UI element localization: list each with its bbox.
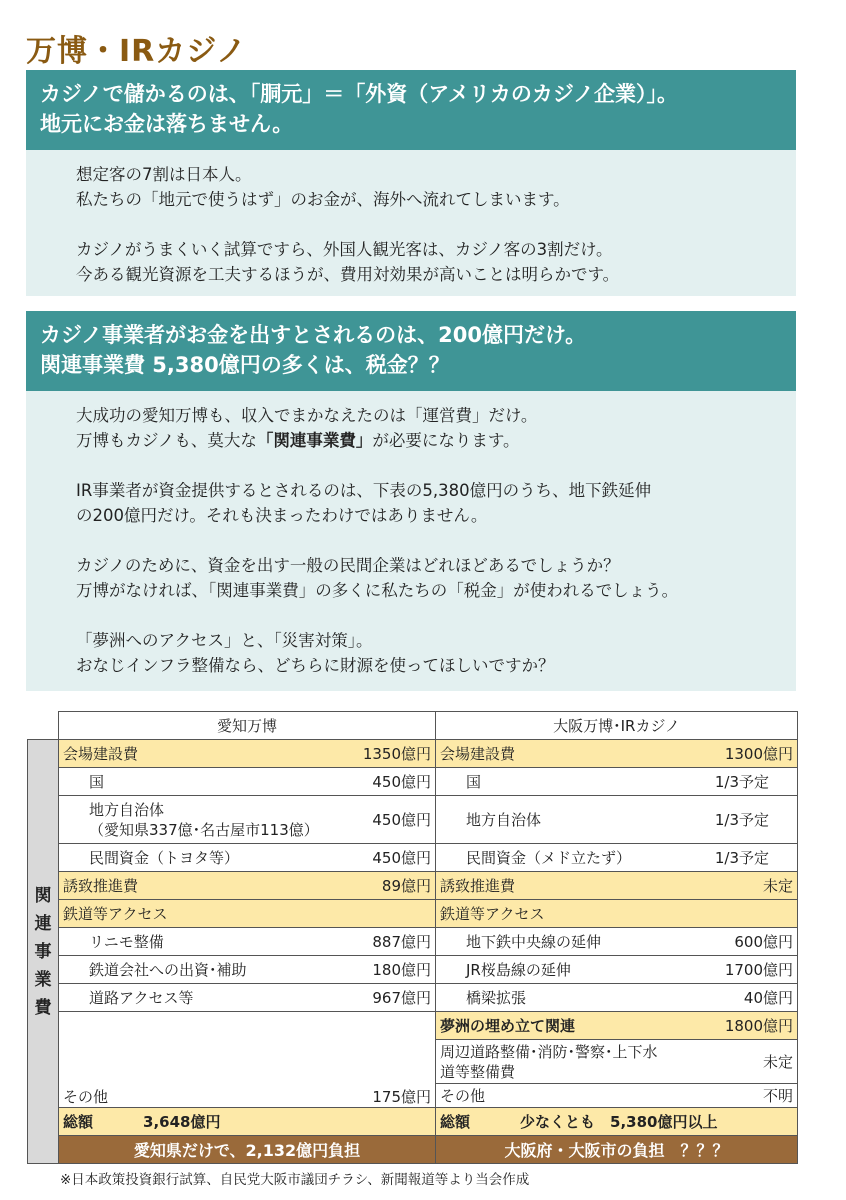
- side-label: 関連事業費: [28, 740, 59, 1164]
- paragraph: [76, 428, 796, 453]
- table-row: 周辺道路整備･消防･警察･上下水 道等整備費 未定: [436, 1040, 798, 1084]
- page-title: 万博・IRカジノ: [26, 34, 248, 69]
- section2-heading-line1: カジノ事業者がお金を出すとされるのは、200億円だけ。: [40, 323, 587, 347]
- table-row: 誘致推進費 未定: [436, 872, 798, 900]
- column-header-aichi: 愛知万博: [59, 712, 436, 740]
- section1-banner: [26, 70, 796, 150]
- section1-heading-line1: カジノで儲かるのは、「胴元」＝「外資（アメリカのカジノ企業）」。: [40, 82, 678, 106]
- table-row: 民間資金（トヨタ等） 450億円: [59, 844, 436, 872]
- table-row: JR桜島線の延伸 1700億円: [436, 956, 798, 984]
- paragraph: 想定客の7割は日本人。: [76, 165, 252, 184]
- paragraph: IR事業者が資金提供するとされるのは、下表の5,380億円のうち、地下鉄延伸: [76, 481, 652, 500]
- aichi-burden: 愛知県だけで、2,132億円負担: [59, 1136, 436, 1164]
- table-row: 道路アクセス等 967億円: [59, 984, 436, 1012]
- paragraph: おなじインフラ整備なら、どちらに財源を使ってほしいですか？: [76, 656, 555, 675]
- table-row: 地方自治体 （愛知県337億･名古屋市113億） 450億円: [59, 796, 436, 844]
- footnote: ※日本政策投資銀行試算、自民党大阪市議団チラシ、新聞報道等より当会作成: [60, 1172, 530, 1188]
- paragraph: 大成功の愛知万博も、収入でまかなえたのは「運営費」だけ。: [76, 406, 538, 425]
- section1-heading-line2: 地元にお金は落ちません。: [40, 112, 294, 136]
- comparison-table: [27, 711, 798, 1164]
- section2-banner: [26, 311, 796, 391]
- paragraph: カジノのために、資金を出す一般の民間企業はどれほどあるでしょうか？: [76, 556, 620, 575]
- table-row: 地方自治体 1/3予定: [436, 796, 798, 844]
- paragraph: 今ある観光資源を工夫するほうが、費用対効果が高いことは明らかです。: [76, 265, 620, 284]
- table-row: 地下鉄中央線の延伸 600億円: [436, 928, 798, 956]
- table-row: その他 175億円: [59, 1012, 436, 1108]
- column-header-osaka: 大阪万博･IRカジノ: [436, 712, 798, 740]
- table-row: 総額 少なくとも 5,380億円以上: [436, 1108, 798, 1136]
- table-row: 鉄道等アクセス: [59, 900, 436, 928]
- section2-heading-line2: 関連事業費 5,380億円の多くは、税金？？: [40, 353, 450, 377]
- text-span: が必要になります。: [372, 431, 520, 450]
- table-row: 民間資金（メド立たず） 1/3予定: [436, 844, 798, 872]
- table-row: 会場建設費 1300億円: [436, 740, 798, 768]
- paragraph: 私たちの「地元で使うはず」のお金が、海外へ流れてしまいます。: [76, 190, 570, 209]
- table-row: リニモ整備 887億円: [59, 928, 436, 956]
- table-row: 鉄道会社への出資･補助 180億円: [59, 956, 436, 984]
- table-row: 国 450億円: [59, 768, 436, 796]
- table-row: 鉄道等アクセス: [436, 900, 798, 928]
- osaka-burden: 大阪府・大阪市の負担 ？？？: [436, 1136, 798, 1164]
- table-row: 誘致推進費 89億円: [59, 872, 436, 900]
- paragraph: カジノがうまくいく試算ですら、外国人観光客は、カジノ客の3割だけ。: [76, 240, 613, 259]
- section2-body: [26, 391, 796, 691]
- table-row: 国 1/3予定: [436, 768, 798, 796]
- paragraph: 万博がなければ、「関連事業費」の多くに私たちの「税金」が使われるでしょう。: [76, 581, 679, 600]
- table-row: 会場建設費 1350億円: [59, 740, 436, 768]
- paragraph: 「夢洲へのアクセス」と、「災害対策」。: [76, 631, 373, 650]
- table-row: 橋梁拡張 40億円: [436, 984, 798, 1012]
- table-row: その他 不明: [436, 1084, 798, 1108]
- section1-body: [26, 150, 796, 296]
- table-row: 夢洲の埋め立て関連 1800億円: [436, 1012, 798, 1040]
- text-span: 万博もカジノも、莫大な: [76, 431, 257, 450]
- table-row: 総額 3,648億円: [59, 1108, 436, 1136]
- paragraph: の200億円だけ。それも決まったわけではありません。: [76, 506, 488, 525]
- emphasis-text: 「関連事業費」: [256, 431, 373, 450]
